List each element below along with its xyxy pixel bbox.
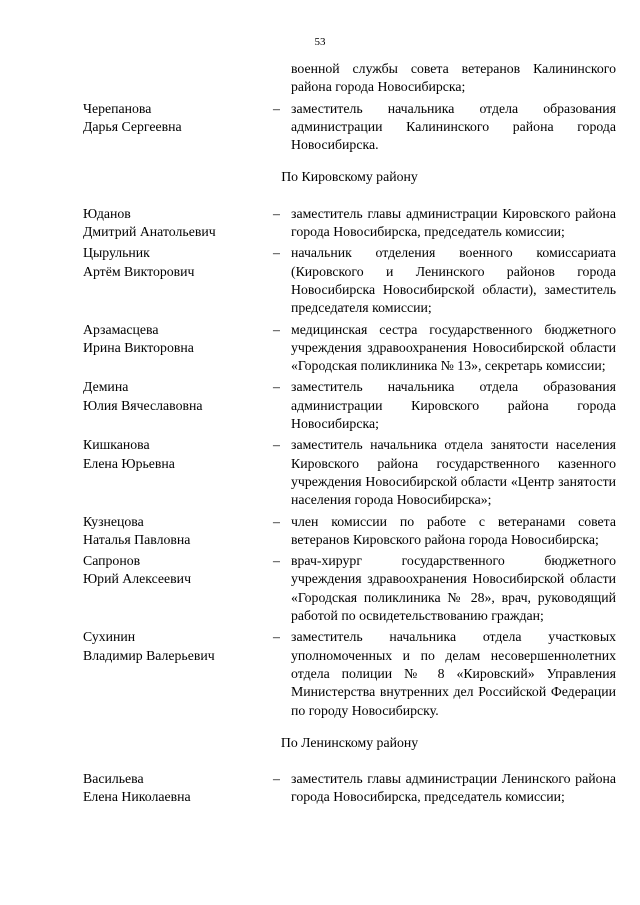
member-surname: Черепанова — [83, 100, 152, 116]
dash-separator: – — [273, 321, 280, 337]
member-given-names: Артём Викторович — [83, 263, 195, 279]
member-position: заместитель начальника отдела образования администрации Калининского района города Новосибирска. — [291, 100, 616, 153]
member-given-names: Юлия Вячеславовна — [83, 397, 203, 413]
dash-separator: – — [273, 379, 280, 395]
document-body — [83, 60, 616, 810]
member-surname: Сапронов — [83, 553, 141, 569]
dash-separator: – — [273, 771, 280, 787]
member-surname: Сухинин — [83, 629, 136, 645]
member-surname: Кузнецова — [83, 513, 144, 529]
dash-separator: – — [273, 205, 280, 221]
member-position: заместитель начальника отдела участковых уполномоченных и по делам несовершеннолетних отдела полиции № 8 «Кировский» Управления Министерства внутренних дел Российской Федерации по городу Новосибирску. — [291, 629, 616, 718]
member-position: заместитель начальника отдела образования администрации Кировского района города Новосибирска; — [291, 379, 616, 432]
member-surname: Цырульник — [83, 245, 150, 261]
member-given-names: Елена Юрьевна — [83, 455, 175, 471]
member-entry — [83, 100, 616, 155]
member-surname: Арзамасцева — [83, 321, 159, 337]
member-entry — [83, 552, 616, 625]
member-entry — [83, 436, 616, 509]
member-name — [83, 513, 273, 550]
commission-list — [83, 100, 616, 807]
member-entry — [83, 378, 616, 433]
member-entry — [83, 513, 616, 550]
page-number: 53 — [314, 36, 326, 48]
member-surname: Демина — [83, 379, 129, 395]
member-given-names: Дарья Сергеевна — [83, 118, 182, 134]
member-given-names: Ирина Викторовна — [83, 339, 194, 355]
dash-separator: – — [273, 245, 280, 261]
member-name — [83, 100, 273, 155]
section-heading: По Ленинскому району — [280, 734, 419, 750]
member-given-names: Наталья Павловна — [83, 531, 191, 547]
member-surname: Васильева — [83, 771, 144, 787]
dash-separator: – — [273, 629, 280, 645]
member-name — [83, 244, 273, 317]
member-position: заместитель главы администрации Ленинского района города Новосибирска, председатель комиссии; — [291, 771, 616, 805]
member-position: начальник отделения военного комиссариата (Кировского и Ленинского районов города Новосибирска Новосибирской области), заместитель председателя комиссии; — [291, 245, 616, 316]
dash-separator: – — [273, 100, 280, 116]
member-surname: Юданов — [83, 205, 131, 221]
member-position: член комиссии по работе с ветеранами совета ветеранов Кировского района города Новосибирска; — [291, 513, 616, 547]
member-position: заместитель начальника отдела занятости населения Кировского района государственного казенного учреждения Новосибирской области «Центр занятости населения города Новосибирска»; — [291, 437, 616, 508]
continuation-entry — [83, 60, 616, 97]
member-entry — [83, 205, 616, 242]
member-position: врач-хирург государственного бюджетного учреждения здравоохранения Новосибирской области «Городская поликлиника № 28», врач, руководящий работой по освидетельствованию граждан; — [291, 553, 616, 624]
member-entry — [83, 244, 616, 317]
member-given-names: Юрий Алексеевич — [83, 571, 192, 587]
member-name — [83, 770, 273, 807]
section-heading: По Кировскому району — [281, 169, 418, 185]
member-surname: Кишканова — [83, 437, 150, 453]
dash-separator: – — [273, 513, 280, 529]
member-given-names: Елена Николаевна — [83, 789, 191, 805]
member-entry — [83, 628, 616, 719]
member-name — [83, 378, 273, 433]
member-name — [83, 552, 273, 625]
member-name — [83, 628, 273, 719]
member-name — [83, 321, 273, 376]
member-given-names: Дмитрий Анатольевич — [83, 224, 216, 240]
member-name — [83, 436, 273, 509]
dash-separator: – — [273, 553, 280, 569]
member-position: медицинская сестра государственного бюджетного учреждения здравоохранения Новосибирской области «Городская поликлиника № 13», секретарь комиссии; — [291, 321, 616, 374]
dash-separator: – — [273, 437, 280, 453]
member-entry — [83, 321, 616, 376]
member-given-names: Владимир Валерьевич — [83, 647, 215, 663]
member-position: заместитель главы администрации Кировского района города Новосибирска, председатель комиссии; — [291, 205, 616, 240]
member-name — [83, 205, 273, 242]
continuation-text: военной службы совета ветеранов Калининского района города Новосибирска; — [291, 61, 616, 95]
member-entry — [83, 770, 616, 807]
